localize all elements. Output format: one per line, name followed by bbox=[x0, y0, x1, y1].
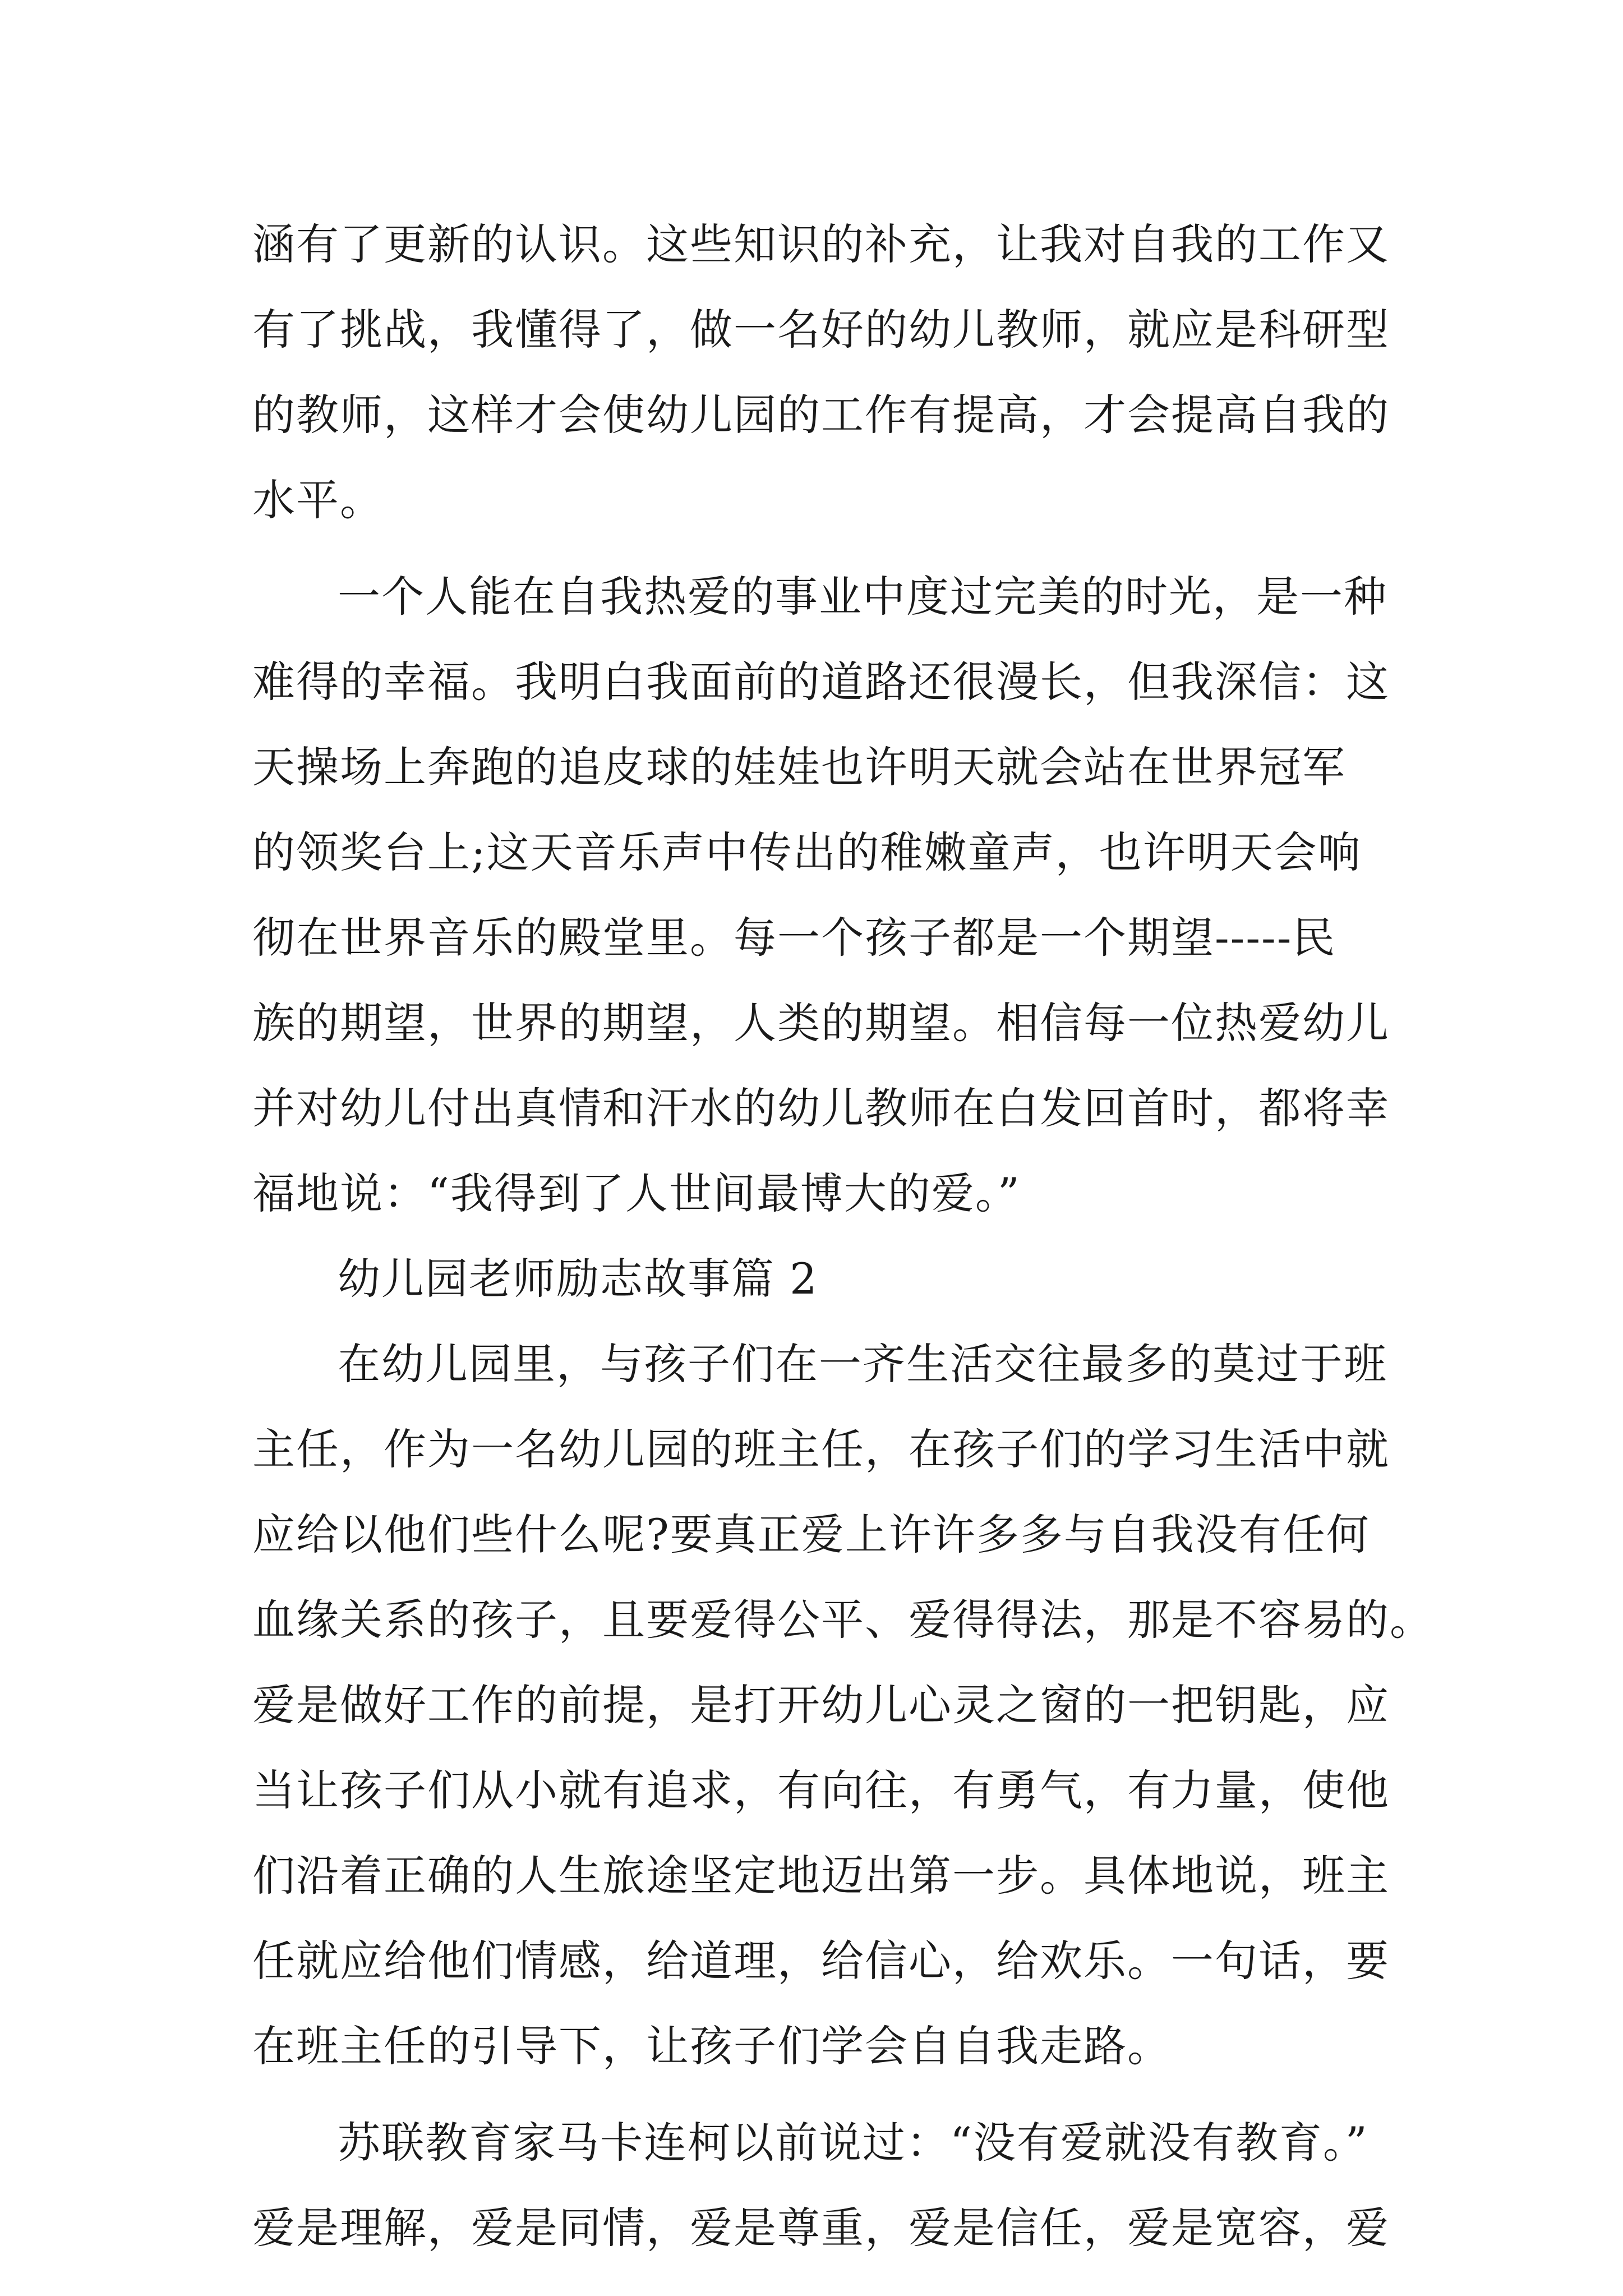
text-line: 福地说：“我得到了人世间最博大的爱。” bbox=[252, 1168, 1021, 1218]
text-line: 一个人能在自我热爱的事业中度过完美的时光，是一种 bbox=[338, 572, 1387, 622]
text-line: 血缘关系的孩子，且要爱得公平、爱得得法，那是不容易的。 bbox=[252, 1595, 1433, 1645]
text-line: 在班主任的引导下，让孩子们学会自自我走路。 bbox=[252, 2021, 1171, 2071]
text-line: 的教师，这样才会使幼儿园的工作有提高，才会提高自我的 bbox=[252, 390, 1390, 440]
text-line: 爱是理解，爱是同情，爱是尊重，爱是信任，爱是宽容，爱 bbox=[252, 2203, 1390, 2253]
paragraph bbox=[252, 554, 1390, 1236]
text-line: 们沿着正确的人生旅途坚定地迈出第一步。具体地说，班主 bbox=[252, 1851, 1390, 1901]
paragraph bbox=[252, 1322, 1433, 2089]
text-line: 水平。 bbox=[252, 475, 384, 525]
text-line: 苏联教育家马卡连柯以前说过：“没有爱就没有教育。” bbox=[338, 2118, 1368, 2168]
text-line: 天操场上奔跑的追皮球的娃娃也许明天就会站在世界冠军 bbox=[252, 742, 1346, 792]
paragraph bbox=[252, 202, 1390, 543]
text-line: 有了挑战，我懂得了，做一名好的幼儿教师，就应是科研型 bbox=[252, 305, 1390, 355]
text-line: 应给以他们些什么呢?要真正爱上许许多多与自我没有任何 bbox=[252, 1510, 1370, 1559]
text-line: 任就应给他们情感，给道理，给信心，给欢乐。一句话，要 bbox=[252, 1936, 1390, 1986]
text-line: 族的期望，世界的期望，人类的期望。相信每一位热爱幼儿 bbox=[252, 998, 1390, 1048]
text-line: 爱是做好工作的前提，是打开幼儿心灵之窗的一把钥匙，应 bbox=[252, 1680, 1390, 1730]
paragraph bbox=[252, 2100, 1390, 2271]
text-line: 当让孩子们从小就有追求，有向往，有勇气，有力量，使他 bbox=[252, 1765, 1390, 1815]
text-line: 的领奖台上;这天音乐声中传出的稚嫩童声，也许明天会响 bbox=[252, 827, 1362, 877]
section-heading bbox=[252, 1236, 1385, 1322]
text-line: 涵有了更新的认识。这些知识的补充，让我对自我的工作又 bbox=[252, 219, 1390, 269]
text-line: 彻在世界音乐的殿堂里。每一个孩子都是一个期望-----民 bbox=[252, 913, 1336, 963]
heading-text: 幼儿园老师励志故事篇 2 bbox=[338, 1254, 818, 1304]
text-line: 在幼儿园里，与孩子们在一齐生活交往最多的莫过于班 bbox=[338, 1339, 1387, 1389]
text-line: 并对幼儿付出真情和汗水的幼儿教师在白发回首时，都将幸 bbox=[252, 1083, 1390, 1133]
text-line: 难得的幸福。我明白我面前的道路还很漫长，但我深信：这 bbox=[252, 657, 1390, 707]
document-body bbox=[252, 202, 1433, 2271]
text-line: 主任，作为一名幼儿园的班主任，在孩子们的学习生活中就 bbox=[252, 1424, 1390, 1474]
